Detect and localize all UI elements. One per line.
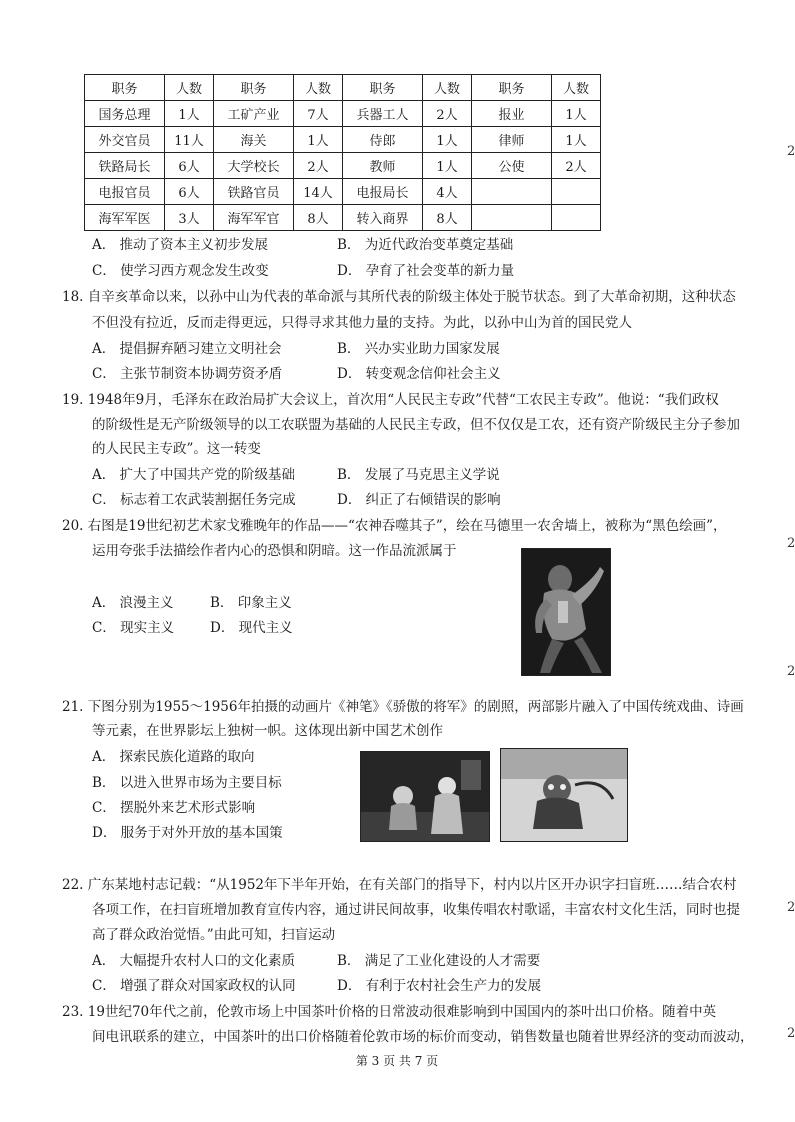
table-cell [552, 179, 601, 205]
table-cell: 侍郎 [343, 127, 423, 153]
table-header-cell: 职务 [472, 75, 552, 101]
animation-still-icon [501, 749, 627, 841]
table-cell: 转入商界 [343, 205, 423, 231]
q22-stem-line: 高了群众政治觉悟。”由此可知，扫盲运动 [92, 927, 336, 943]
q17-option-d: D． 孕育了社会变革的新力量 [337, 263, 515, 279]
q19-stem-line: 的阶级性是无产阶级领导的以工农联盟为基础的人民民主专政，但不仅仅是工农，还有资产阶级民主分子参加 [92, 417, 740, 433]
duty-table [84, 74, 601, 231]
q23-stem-line: 间电讯联系的建立，中国茶叶的出口价格随着伦敦市场的标价而变动，销售数量也随着世界经济的变动而波动， [92, 1029, 754, 1045]
q19-option-d: D． 纠正了右倾错误的影响 [337, 492, 501, 508]
table-cell: 大学校长 [214, 153, 294, 179]
table-cell: 11人 [165, 127, 214, 153]
q21-option-a: A． 探索民族化道路的取向 [92, 749, 255, 765]
table-cell: 1人 [423, 153, 472, 179]
table-cell: 律师 [472, 127, 552, 153]
table-cell: 6人 [165, 179, 214, 205]
margin-mark: 2 [787, 144, 795, 159]
table-cell: 1人 [294, 127, 343, 153]
table-row [85, 205, 601, 231]
table-row [85, 101, 601, 127]
q22-option-d: D． 有利于农村社会生产力的发展 [337, 978, 542, 994]
q21-option-d: D． 服务于对外开放的基本国策 [92, 825, 283, 841]
table-row [85, 153, 601, 179]
table-cell: 公使 [472, 153, 552, 179]
table-row [85, 179, 601, 205]
table-header-cell: 职务 [214, 75, 294, 101]
shenbi-still-image [360, 751, 490, 842]
table-cell: 工矿产业 [214, 101, 294, 127]
table-cell: 2人 [552, 153, 601, 179]
q17-option-c: C． 使学习西方观念发生改变 [92, 263, 269, 279]
table-cell: 2人 [423, 101, 472, 127]
table-cell: 1人 [552, 101, 601, 127]
table-cell: 8人 [423, 205, 472, 231]
q19-stem-line: 19. 1948年9月，毛泽东在政治局扩大会议上，首次用“人民民主专政”代替“工农民主专政”。他说：“我们政权 [62, 392, 719, 408]
q20-option-a: A． 浪漫主义 [92, 595, 174, 611]
q19-stem-line: 的人民民主专政”。这一转变 [92, 441, 261, 457]
table-cell: 海军军医 [85, 205, 165, 231]
q17-option-a: A． 推动了资本主义初步发展 [92, 237, 269, 253]
q21-option-c: C． 摆脱外来艺术形式影响 [92, 800, 256, 816]
q19-option-a: A． 扩大了中国共产党的阶级基础 [92, 467, 296, 483]
q18-stem-line: 不但没有拉近，反而走得更远，只得寻求其他力量的支持。为此，以孙中山为首的国民党人 [92, 315, 632, 331]
table-cell: 电报官员 [85, 179, 165, 205]
q23-stem-line: 23. 19世纪70年代之前，伦敦市场上中国茶叶价格的日常波动很难影响到中国国内的茶叶出口价格。随着中英 [62, 1004, 717, 1020]
table-cell: 海关 [214, 127, 294, 153]
q20-stem-line: 运用夸张手法描绘作者内心的恐惧和阴暗。这一作品流派属于 [92, 543, 457, 559]
q17-option-b: B． 为近代政治变革奠定基础 [337, 237, 514, 253]
goya-painting-image [521, 548, 611, 676]
q20-option-b: B． 印象主义 [210, 595, 292, 611]
table-cell: 14人 [294, 179, 343, 205]
table-cell: 国务总理 [85, 101, 165, 127]
q22-option-c: C． 增强了群众对国家政权的认同 [92, 978, 296, 994]
q21-stem-line: 21. 下图分别为1955～1956年拍摄的动画片《神笔》《骄傲的将军》的剧照，两部影片融入了中国传统戏曲、诗画 [62, 699, 744, 715]
q21-stem-line: 等元素，在世界影坛上独树一帜。这体现出新中国艺术创作 [92, 723, 443, 739]
table-header-cell: 人数 [552, 75, 601, 101]
page-number: 第 3 页 共 7 页 [355, 1054, 439, 1068]
table-cell: 海军军官 [214, 205, 294, 231]
q20-stem-line: 20. 右图是19世纪初艺术家戈雅晚年的作品——“农神吞噬其子”，绘在马德里一农舍墙上，被称为“黑色绘画”， [62, 518, 727, 534]
table-header-row [85, 75, 601, 101]
q18-option-b: B． 兴办实业助力国家发展 [337, 341, 500, 357]
animation-still-icon [361, 752, 489, 841]
table-cell: 报业 [472, 101, 552, 127]
q19-option-b: B． 发展了马克思主义学说 [337, 467, 500, 483]
table-cell: 铁路局长 [85, 153, 165, 179]
margin-mark: 2 [787, 664, 795, 679]
table-header-cell: 人数 [165, 75, 214, 101]
painting-figure-icon [522, 549, 610, 675]
table-cell: 1人 [423, 127, 472, 153]
q18-option-d: D． 转变观念信仰社会主义 [337, 366, 501, 382]
table-header-cell: 职务 [85, 75, 165, 101]
q22-stem-line: 22. 广东某地村志记载：“从1952年下半年开始，在有关部门的指导下，村内以片区开办识字扫盲班……结合农村 [62, 877, 737, 893]
table-cell: 外交官员 [85, 127, 165, 153]
table-cell [472, 205, 552, 231]
table-cell [472, 179, 552, 205]
table-cell: 7人 [294, 101, 343, 127]
q18-stem-line: 18. 自辛亥革命以来，以孙中山为代表的革命派与其所代表的阶级主体处于脱节状态。到了大革命初期，这种状态 [62, 289, 736, 305]
q18-option-c: C． 主张节制资本协调劳资矛盾 [92, 366, 283, 382]
margin-mark: 2 [787, 900, 795, 915]
proud-general-still-image [500, 748, 628, 842]
table-cell: 兵器工人 [343, 101, 423, 127]
table-cell: 8人 [294, 205, 343, 231]
q18-option-a: A． 提倡摒弃陋习建立文明社会 [92, 341, 282, 357]
table-header-cell: 人数 [423, 75, 472, 101]
q22-option-a: A． 大幅提升农村人口的文化素质 [92, 953, 296, 969]
q20-option-d: D． 现代主义 [210, 620, 293, 636]
table-header-cell: 职务 [343, 75, 423, 101]
table-cell: 2人 [294, 153, 343, 179]
table-row [85, 127, 601, 153]
table-cell: 1人 [165, 101, 214, 127]
table-cell: 4人 [423, 179, 472, 205]
q22-stem-line: 各项工作，在扫盲班增加教育宣传内容，通过讲民间故事，收集传唱农村歌谣，丰富农村文化生活，同时也提 [92, 902, 740, 918]
margin-mark: 2 [787, 1026, 795, 1041]
table-header-cell: 人数 [294, 75, 343, 101]
q21-option-b: B． 以进入世界市场为主要目标 [92, 775, 282, 791]
table-cell: 3人 [165, 205, 214, 231]
table-cell: 电报局长 [343, 179, 423, 205]
q22-option-b: B． 满足了工业化建设的人才需要 [337, 953, 541, 969]
table-cell: 1人 [552, 127, 601, 153]
q19-option-c: C． 标志着工农武装割据任务完成 [92, 492, 296, 508]
table-cell: 教师 [343, 153, 423, 179]
table-cell: 铁路官员 [214, 179, 294, 205]
margin-mark: 2 [787, 536, 795, 551]
table-cell: 6人 [165, 153, 214, 179]
table-cell [552, 205, 601, 231]
q20-option-c: C． 现实主义 [92, 620, 175, 636]
